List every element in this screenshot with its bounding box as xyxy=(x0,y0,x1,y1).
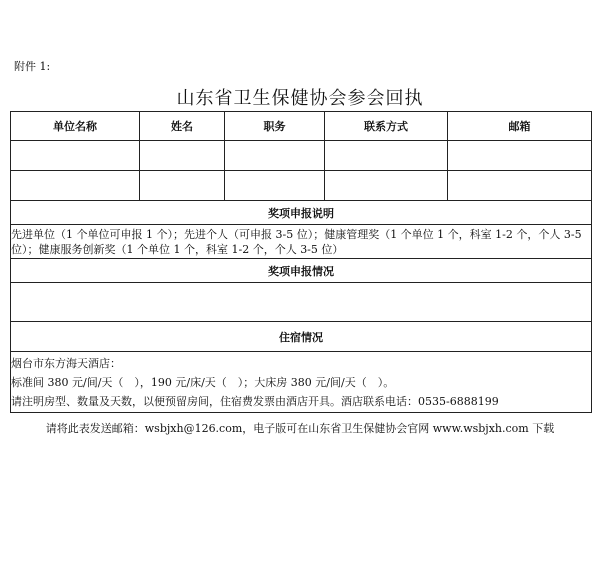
header-position: 职务 xyxy=(225,112,325,141)
award-status-row xyxy=(11,283,592,322)
award-status-header-row xyxy=(11,259,592,283)
lodging-rates: 标准间 380 元/间/天（ ），190 元/床/天（ ）；大床房 380 元/间/天（ ）。 xyxy=(11,375,395,389)
header-row xyxy=(11,112,592,141)
lodging-title: 住宿情况 xyxy=(11,322,592,352)
name-cell[interactable] xyxy=(140,171,225,201)
lodging-hotel: 烟台市东方海天酒店： xyxy=(11,356,121,370)
lodging-cell[interactable] xyxy=(11,352,592,413)
table-row xyxy=(11,171,592,201)
unit-name-cell[interactable] xyxy=(11,141,140,171)
header-name: 姓名 xyxy=(140,112,225,141)
header-email: 邮箱 xyxy=(448,112,592,141)
award-declaration-header-row xyxy=(11,201,592,225)
award-declaration-row xyxy=(11,225,592,259)
position-cell[interactable] xyxy=(225,171,325,201)
position-cell[interactable] xyxy=(225,141,325,171)
email-cell[interactable] xyxy=(448,141,592,171)
name-cell[interactable] xyxy=(140,141,225,171)
award-declaration-text: 先进单位（1 个单位可申报 1 个）；先进个人（可申报 3-5 位）；健康管理奖（1 个单位 1 个，科室 1-2 个，个人 3-5 位）；健康服务创新奖（1 个单位 1 个，科室 1-2 个，个人 3-5 位） xyxy=(11,225,592,259)
lodging-header-row xyxy=(11,322,592,352)
contact-cell[interactable] xyxy=(325,141,448,171)
unit-name-cell[interactable] xyxy=(11,171,140,201)
form-title: 山东省卫生保健协会参会回执 xyxy=(176,88,424,109)
lodging-note: 请注明房型、数量及天数，以便预留房间，住宿费发票由酒店开具。酒店联系电话：0535-6888199 xyxy=(11,394,499,408)
header-contact: 联系方式 xyxy=(325,112,448,141)
email-cell[interactable] xyxy=(448,171,592,201)
registration-form-table xyxy=(10,111,592,413)
lodging-row xyxy=(11,352,592,413)
award-status-cell[interactable] xyxy=(11,283,592,322)
attachment-label: 附件 1: xyxy=(14,60,51,73)
footer-instructions: 请将此表发送邮箱：wsbjxh@126.com，电子版可在山东省卫生保健协会官网 www.wsbjxh.com 下载 xyxy=(45,422,555,435)
header-unit-name: 单位名称 xyxy=(11,112,140,141)
contact-cell[interactable] xyxy=(325,171,448,201)
award-status-title: 奖项申报情况 xyxy=(11,259,592,283)
award-declaration-title: 奖项申报说明 xyxy=(11,201,592,225)
table-row xyxy=(11,141,592,171)
